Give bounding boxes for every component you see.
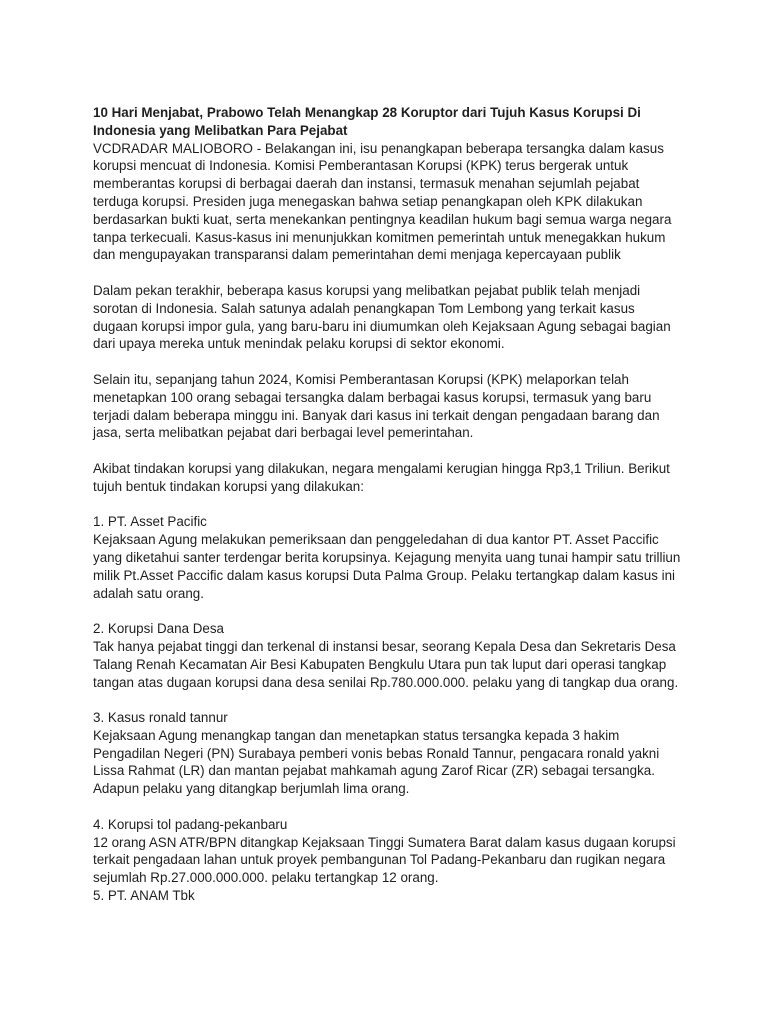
body-paragraph: Selain itu, sepanjang tahun 2024, Komisi Pemberantasan Korupsi (KPK) melaporkan telah menetapkan 100 orang sebagai tersangka dalam berbagai kasus korupsi, termasuk yang baru terjadi dalam beberapa minggu ini. Banyak dari kasus ini terkait dengan pengadaan barang dan jasa, serta melibatkan pejabat dari berbagai level pemerintahan. bbox=[93, 371, 660, 441]
list-item-heading: 4. Korupsi tol padang-pekanbaru bbox=[93, 816, 288, 832]
list-item-heading: 3. Kasus ronald tannur bbox=[93, 710, 228, 726]
list-item-body: Kejaksaan Agung menangkap tangan dan menetapkan status tersangka kepada 3 hakim Pengadilan Negeri (PN) Surabaya pemberi vonis bebas Ronald Tannur, pengacara ronald yakni Lissa Rahmat (LR) dan mantan pejabat mahkamah agung Zarof Ricar (ZR) sebagai tersangka. Adapun pelaku yang ditangkap berjumlah lima orang. bbox=[93, 727, 660, 797]
list-item bbox=[93, 620, 683, 691]
list-item-body: Tak hanya pejabat tinggi dan terkenal di instansi besar, seorang Kepala Desa dan Sekretaris Desa Talang Renah Kecamatan Air Besi Kabupaten Bengkulu Utara pun tak luput dari operasi tangkap tangan atas dugaan korupsi dana desa senilai Rp.780.000.000. pelaku yang di tangkap dua orang. bbox=[93, 638, 679, 690]
document-page bbox=[93, 104, 683, 905]
list-item bbox=[93, 709, 683, 798]
list-item bbox=[93, 816, 683, 887]
list-item bbox=[93, 513, 683, 602]
body-paragraph: Dalam pekan terakhir, beberapa kasus korupsi yang melibatkan pejabat publik telah menjadi sorotan di Indonesia. Salah satunya adalah penangkapan Tom Lembong yang terkait kasus dugaan korupsi impor gula, yang baru-baru ini diumumkan oleh Kejaksaan Agung sebagai bagian dari upaya mereka untuk menindak pelaku korupsi di sektor ekonomi. bbox=[93, 282, 671, 352]
list-item-body: Kejaksaan Agung melakukan pemeriksaan dan penggeledahan di dua kantor PT. Asset Paccific yang diketahui santer terdengar berita korupsinya. Kejagung menyita uang tunai hampir satu trilliun milik Pt.Asset Paccific dalam kasus korupsi Duta Palma Group. Pelaku tertangkap dalam kasus ini adalah satu orang. bbox=[93, 532, 681, 601]
intro-paragraph: VCDRADAR MALIOBORO - Belakangan ini, isu penangkapan beberapa tersangka dalam kasus korupsi mencuat di Indonesia. Komisi Pemberantasan Korupsi (KPK) terus bergerak untuk memberantas korupsi di berbagai daerah dan instansi, termasuk menahan sejumlah pejabat terduga korupsi. Presiden juga menegaskan bahwa setiap penangkapan oleh KPK dilakukan berdasarkan bukti kuat, serta menekankan pentingnya keadilan hukum bagi semua warga negara tanpa terkecuali. Kasus-kasus ini menunjukkan komitmen pemerintah untuk menegakkan hukum dan mengupayakan transparansi dalam pemerintahan demi menjaga kepercayaan publik bbox=[93, 140, 672, 263]
list-item-heading: 2. Korupsi Dana Desa bbox=[93, 621, 225, 637]
article-title: 10 Hari Menjabat, Prabowo Telah Menangkap 28 Koruptor dari Tujuh Kasus Korupsi Di Indonesia yang Melibatkan Para Pejabat bbox=[93, 105, 641, 138]
list-item-heading: 5. PT. ANAM Tbk bbox=[93, 888, 195, 904]
list-item-body: 12 orang ASN ATR/BPN ditangkap Kejaksaan Tinggi Sumatera Barat dalam kasus dugaan korupsi terkait pengadaan lahan untuk proyek pembangunan Tol Padang-Pekanbaru dan rugikan negara sejumlah Rp.27.000.000.000. pelaku tertangkap 12 orang. bbox=[93, 834, 676, 886]
list-item-heading: 1. PT. Asset Pacific bbox=[93, 514, 207, 530]
list-item bbox=[93, 887, 683, 905]
body-paragraph: Akibat tindakan korupsi yang dilakukan, negara mengalami kerugian hingga Rp3,1 Triliun. Berikut tujuh bentuk tindakan korupsi yang dilakukan: bbox=[93, 460, 670, 494]
